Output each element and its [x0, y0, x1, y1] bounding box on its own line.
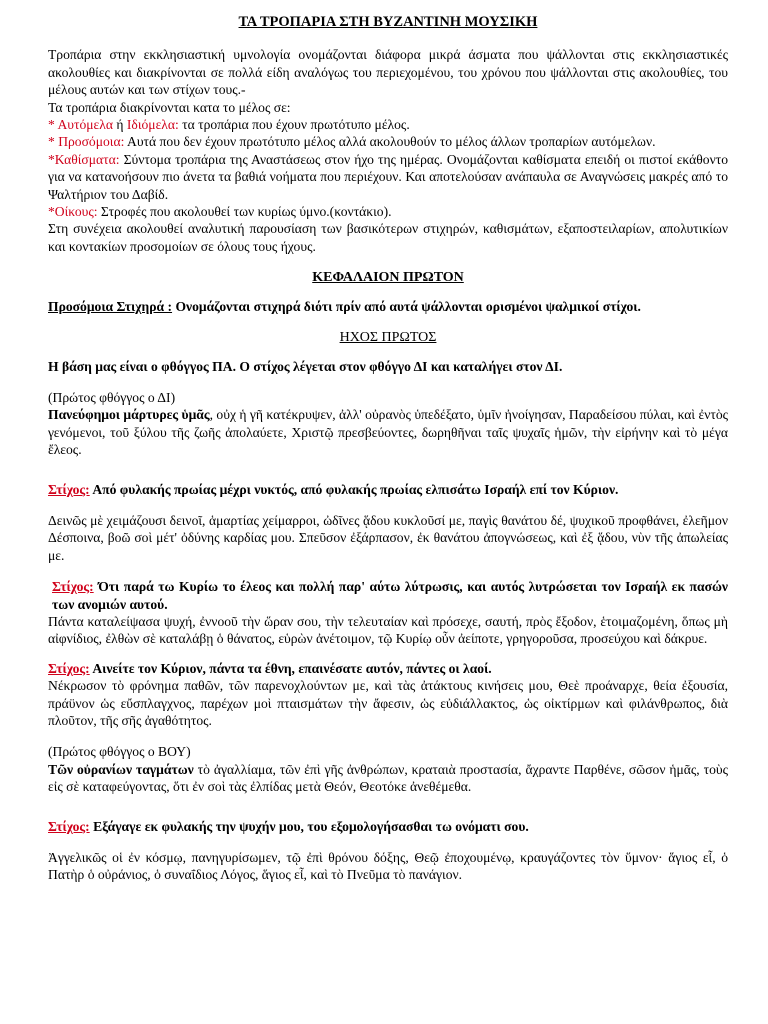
hymn-paneufimoi — [48, 406, 728, 458]
verse-1 — [48, 481, 728, 498]
verse-1-text: Από φυλακής πρωίας μέχρι νυκτός, από φυλακής πρωίας ελπισάτω Ισραήλ επί τον Κύριον. — [89, 481, 619, 497]
hymn-paneufimoi-text: , οὐχ ἡ γῆ κατέκρυψεν, ἀλλ' οὐρανὸς ὑπεδέξατο, ὑμῖν ἠνοίγησαν, Παραδείσου πύλαι, καὶ ἐντὸς γενόμενοι, τοῦ ξύλου τῆς ζωῆς ἀπολαύετε, Χριστῷ πρεσβεύοντες, δωρηθῆναι ταῖς ψυχαῖς ἡμῶν, τὴν εἰρήνην καὶ τὸ μέγα ἔλεος. — [48, 407, 728, 458]
automela-definition — [48, 116, 728, 133]
automela-conjunction: ή — [112, 117, 127, 133]
hymn-ouranion-text: τὸ ἀγαλλίαμα, τῶν ἐπὶ γῆς ἀνθρώπων, κραταιὰ προστασία, ἄχραντε Παρθένε, σῶσον ἡμᾶς, τοὺς εἰς σὲ καταφεύγοντας, ὅτι ἐν σοὶ τὰς ἐλπίδας μετὰ Θεόν, Θεοτόκε ἀνεθέμεθα. — [48, 761, 729, 795]
verse-4-label: Στίχος: — [48, 818, 90, 834]
document-title: ΤΑ ΤΡΟΠΑΡΙΑ ΣΤΗ ΒΥΖΑΝΤΙΝΗ ΜΟΥΣΙΚΗ — [238, 14, 538, 30]
tone-note-di: (Πρώτος φθόγγος ο ΔΙ) — [48, 389, 176, 405]
oikos-term: *Οίκους: — [48, 204, 98, 220]
hymn-deinos: Δεινῶς μὲ χειμάζουσι δεινοῖ, ἁμαρτίας χείμαρροι, ὠδῖνες ᾅδου κυκλοῦσί με, παγὶς θανάτου δέ, ψυχικοῦ προφθάνει, ἐλεῆμον Δέσποινα, βοῶ σοὶ μέτ' ὀδύνης καρδίας μου. Σπεῦσον ἐξάρπασον, ἐκ θανάτου ἀπογνώσεως, καὶ ἐξ ᾅδου, νὺν τῆς ἀπωλείας με. — [48, 512, 728, 563]
verse-3-label: Στίχος: — [48, 660, 90, 676]
automela-star: * — [48, 117, 58, 133]
intro-classification: Τα τροπάρια διακρίνονται κατα το μέλος σε: — [48, 99, 291, 115]
kathismata-text: Σύντομα τροπάρια της Αναστάσεως στον ήχο της ημέρας. Ονομάζονται καθίσματα επειδή οι πιστοί εκάθοντο για να κατανοήσουν πιο άνετα τα βαθιά νοήματα που περιέχουν. Και αποτελούσαν ανάπαυλα σε Αναγνώσεις μακρές από το Ψαλτήριον του Δαβίδ. — [48, 151, 728, 202]
tone-note-vou: (Πρώτος φθόγγος ο ΒΟΥ) — [48, 744, 191, 760]
automela-term: Αυτόμελα — [57, 117, 113, 133]
document-page — [48, 12, 728, 884]
hymn-nekroson: Νέκρωσον τὸ φρόνημα παθῶν, τῶν παρενοχλούντων με, καὶ τὰς ἀτάκτους κινήσεις μου, Θεὲ προάναρχε, θεία ἐξουσία, πράϋνον ὡς εὔσπλαγχνος, παρέχων μοὶ πταισμάτων τὴν ἄφεσιν, ὡς εὐδιάλλακτος, ὡς οἰκτίρμων καὶ φιλάνθρωπος, διὰ πλοῦτον, τῆς σῆς ἀγαθότητος. — [48, 678, 728, 728]
verse-4-text: Εξάγαγε εκ φυλακής την ψυχήν μου, του εξομολογήσασθαι τω ονόματι σου. — [89, 818, 529, 834]
chapter-heading: ΚΕΦΑΛΑΙΟΝ ΠΡΩΤΟΝ — [312, 270, 464, 286]
hymn-ouranion — [48, 761, 728, 796]
verse-3 — [48, 660, 728, 677]
verse-3-text: Αινείτε τον Κύριον, πάντα τα έθνη, επαινέσατε αυτόν, πάντες οι λαοί. — [89, 660, 492, 676]
base-note: Η βάση μας είναι ο φθόγγος ΠΑ. Ο στίχος λέγεται στον φθόγγο ΔΙ και καταλήγει στον ΔΙ. — [48, 358, 563, 374]
prosomoia-text: Αυτά που δεν έχουν πρωτότυπο μέλος αλλά ακολουθούν το μέλος άλλων τροπαρίων αυτόμελων. — [124, 134, 656, 150]
hymn-ouranion-incipit: Τῶν οὐρανίων ταγμάτων — [48, 761, 194, 777]
hymn-angelikos: Ἀγγελικῶς οἱ ἐν κόσμῳ, πανηγυρίσωμεν, τῷ ἐπὶ θρόνου δόξης, Θεῷ ἐποχουμένῳ, κραυγάζοντες τὸν ὕμνον· ἅγιος εἶ, ὁ Πατὴρ ὁ οὐράνιος, ὁ συναΐδιος Λόγος, ἅγιος εἶ, καὶ τὸ Πνεῦμα τὸ πανάγιον. — [48, 850, 728, 883]
hymn-paneufimoi-incipit: Πανεύφημοι μάρτυρες ὑμᾶς — [48, 407, 210, 423]
kathismata-definition — [48, 151, 728, 203]
oikos-definition — [48, 203, 728, 220]
echos-heading: ΗΧΟΣ ΠΡΩΤΟΣ — [339, 330, 437, 346]
idiomela-term: Ιδιόμελα: — [126, 117, 179, 133]
automela-text: τα τροπάρια που έχουν πρωτότυπο μέλος. — [178, 117, 410, 133]
hymn-panta: Πάντα καταλείψασα ψυχή, ἐννοοῦ τὴν ὥραν σου, τὴν τελευταίαν καὶ πρόσεχε, σαυτή, πρὸς ἔξοδον, ἑτοιμαζομένη, ὅπως μὴ αἰφνίδιος, ἐλθὼν σὲ καταλάβῃ ὁ θάνατος, εὑρὼν ἀνέτοιμον, τῷ Κυρίῳ οὖν ἀείποτε, γρηγοροῦσα, προσεύχου καὶ δάκρυε. — [48, 613, 728, 647]
verse-2 — [48, 578, 728, 613]
verse-2-text: Ότι παρά τω Κυρίω το έλεος και πολλή παρ' αύτω λύτρωσις, και αυτός λυτρώσεται τον Ισραήλ εκ πασών των ανομιών αυτού. — [52, 579, 728, 612]
verse-4 — [48, 818, 728, 835]
prosomoia-stichera-text: Ονομάζονται στιχηρά διότι πρίν από αυτά ψάλλονται ορισμένοι ψαλμικοί στίχοι. — [172, 298, 641, 314]
prosomoia-term: * Προσόμοια: — [48, 134, 125, 150]
verse-2-label: Στίχος: — [52, 579, 94, 595]
intro-paragraph: Τροπάρια στην εκκλησιαστική υμνολογία ονομάζονται διάφορα μικρά άσματα που ψάλλονται στις εκκλησιαστικές ακολουθίες και διακρίνονται σε πολλά είδη αναλόγως του περιεχομένου, του χρόνου που ψάλλονται στις ακολουθίες, του μέλους αυτών και των στίχων τους.- — [48, 47, 728, 98]
prosomoia-definition — [48, 133, 728, 150]
kathismata-term: *Καθίσματα: — [48, 151, 120, 167]
verse-1-label: Στίχος: — [48, 481, 90, 497]
prosomoia-stichera-paragraph — [48, 298, 728, 315]
intro-closing: Στη συνέχεια ακολουθεί αναλυτική παρουσίαση των βασικότερων στιχηρών, καθισμάτων, εξαποστειλαρίων, απολυτικίων και κοντακίων προσομοίων σε όλους τους ήχους. — [48, 221, 728, 254]
prosomoia-stichera-label: Προσόμοια Στιχηρά : — [48, 298, 173, 314]
oikos-text: Στροφές που ακολουθεί των κυρίως ύμνο.(κοντάκιο). — [97, 204, 392, 220]
